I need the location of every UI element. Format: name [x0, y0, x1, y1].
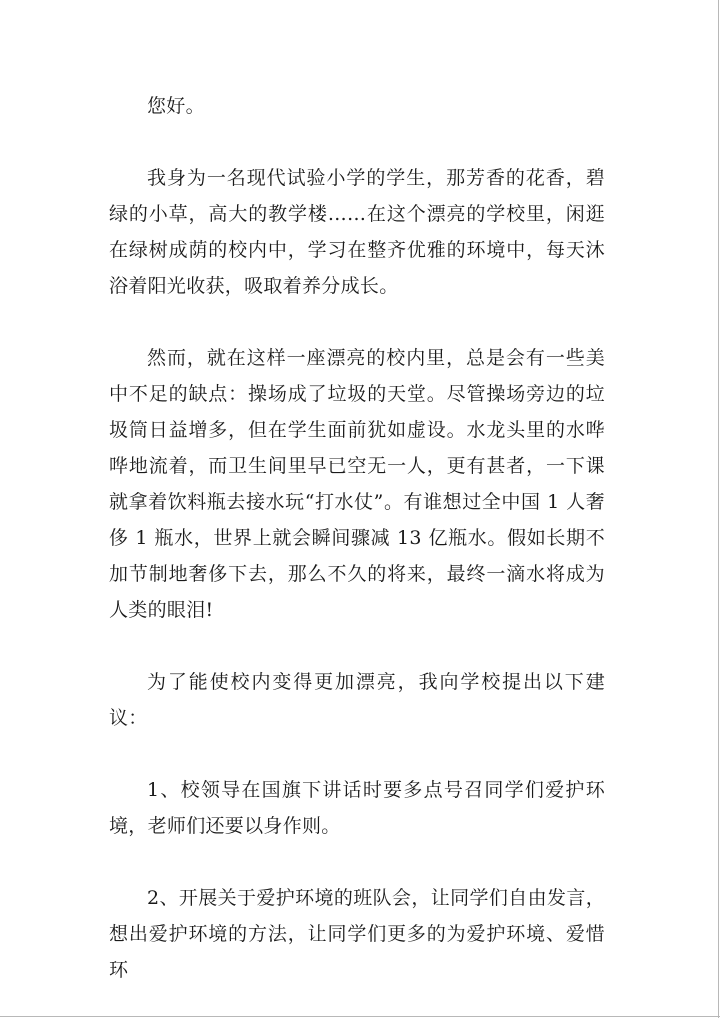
paragraph-spacer — [109, 628, 605, 664]
page-border-bottom — [0, 1016, 720, 1017]
paragraph-suggestion-2: 2、开展关于爱护环境的班队会，让同学们自由发言，想出爱护环境的方法，让同学们更多的为爱护环境、爱惜环 — [109, 887, 605, 981]
paragraph-introduction: 我身为一名现代试验小学的学生，那芳香的花香，碧绿的小草，高大的教学楼……在这个漂亮的学校里，闲逛在绿树成荫的校内中，学习在整齐优雅的环境中，每天沐浴着阳光收获，吸取着养分成长。 — [109, 167, 605, 297]
paragraph-spacer — [109, 844, 605, 880]
paragraph-greeting: 您好。 — [147, 95, 205, 117]
paragraph-proposal-intro: 为了能使校内变得更加漂亮，我向学校提出以下建议： — [109, 671, 605, 729]
paragraph-spacer — [109, 736, 605, 772]
paragraph-spacer — [109, 304, 605, 340]
page-border-right — [718, 0, 719, 1018]
paragraph-spacer — [109, 124, 605, 160]
document-body — [109, 88, 605, 988]
paragraph-problem: 然而，就在这样一座漂亮的校内里，总是会有一些美中不足的缺点：操场成了垃圾的天堂。尽管操场旁边的垃圾筒日益增多，但在学生面前犹如虚设。水龙头里的水哗哗地流着，而卫生间里早已空无一人，更有甚者，一下课就拿着饮料瓶去接水玩“打水仗”。有谁想过全中国 1 人奢侈 1 瓶水，世界上就会瞬间骤减 13 亿瓶水。假如长期不加节制地奢侈下去，那么不久的将来，最终一滴水将成为人类的眼泪! — [109, 347, 605, 621]
paragraph-suggestion-1: 1、校领导在国旗下讲话时要多点号召同学们爱护环境，老师们还要以身作则。 — [109, 779, 605, 837]
